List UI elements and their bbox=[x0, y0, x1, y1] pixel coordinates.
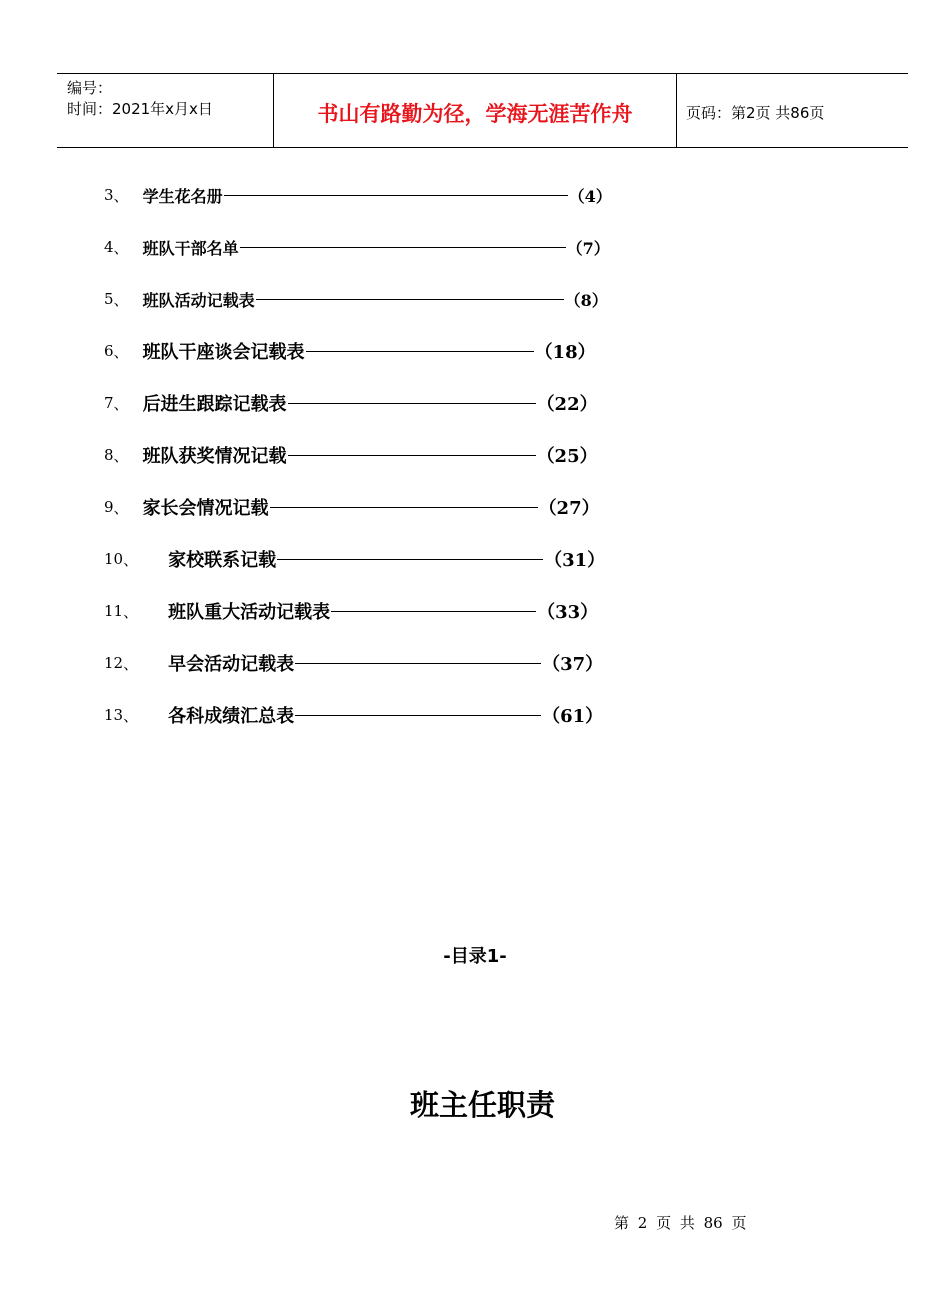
toc-title: 早会活动记载表 bbox=[168, 654, 295, 675]
toc-number: 8 bbox=[104, 446, 114, 464]
header-motto-cell bbox=[273, 74, 677, 147]
toc-page: （7） bbox=[566, 238, 610, 258]
toc-page: （8） bbox=[564, 290, 608, 310]
toc-separator: 、 bbox=[123, 602, 139, 621]
toc-page: （25） bbox=[536, 446, 598, 467]
toc-number: 5 bbox=[104, 290, 114, 308]
toc-leader bbox=[306, 351, 534, 352]
toc-separator: 、 bbox=[113, 446, 129, 465]
toc-title: 班队干部名单 bbox=[142, 238, 239, 258]
toc-separator: 、 bbox=[123, 706, 139, 725]
toc-leader bbox=[288, 403, 536, 404]
toc-title: 班队干座谈会记载表 bbox=[142, 342, 305, 363]
toc-entry bbox=[104, 546, 605, 572]
toc-page: （33） bbox=[537, 602, 599, 623]
toc-title: 班队重大活动记载表 bbox=[168, 602, 331, 623]
document-time: 时间：2021年x月x日 bbox=[67, 100, 213, 118]
toc-title: 家校联系记载 bbox=[168, 550, 277, 571]
toc-entry bbox=[104, 650, 603, 676]
toc-separator: 、 bbox=[123, 550, 139, 569]
toc-entry bbox=[104, 598, 598, 624]
toc-page: （18） bbox=[534, 342, 596, 363]
toc-leader bbox=[240, 247, 566, 248]
toc-entry bbox=[104, 442, 598, 468]
toc-leader bbox=[256, 299, 564, 300]
toc-page: （37） bbox=[542, 654, 604, 675]
toc-separator: 、 bbox=[113, 342, 129, 361]
toc-number: 10 bbox=[104, 550, 124, 568]
toc-number: 6 bbox=[104, 342, 114, 360]
toc-page: （4） bbox=[568, 186, 612, 206]
toc-title: 班队获奖情况记载 bbox=[142, 446, 287, 467]
toc-number: 3 bbox=[104, 186, 114, 204]
motto-text: 书山有路勤为径，学海无涯苦作舟 bbox=[317, 102, 633, 126]
toc-page: （61） bbox=[542, 706, 604, 727]
toc-leader bbox=[270, 507, 538, 508]
document-number: 编号： bbox=[67, 79, 113, 97]
toc-title: 家长会情况记载 bbox=[142, 498, 269, 519]
toc-leader bbox=[224, 195, 568, 196]
toc-entry bbox=[104, 286, 608, 312]
toc-separator: 、 bbox=[123, 654, 139, 673]
header-page-cell bbox=[676, 74, 908, 147]
header-page-info: 页码：第2页 共86页 bbox=[686, 104, 825, 122]
page-footer: 第 2 页 共 86 页 bbox=[614, 1214, 747, 1232]
header-info-cell bbox=[57, 74, 273, 147]
toc-title: 后进生跟踪记载表 bbox=[142, 394, 287, 415]
toc-entry bbox=[104, 338, 596, 364]
toc-separator: 、 bbox=[113, 238, 129, 257]
toc-leader bbox=[288, 455, 536, 456]
toc-leader bbox=[277, 559, 543, 560]
toc-entry bbox=[104, 234, 610, 260]
toc-entry bbox=[104, 182, 612, 208]
toc-entry bbox=[104, 494, 600, 520]
toc-entry bbox=[104, 702, 603, 728]
section-title: 班主任职责 bbox=[409, 1088, 555, 1122]
toc-number: 4 bbox=[104, 238, 114, 256]
toc-title: 学生花名册 bbox=[142, 186, 223, 206]
toc-page: （22） bbox=[536, 394, 598, 415]
toc-leader bbox=[295, 715, 541, 716]
toc-number: 11 bbox=[104, 602, 124, 620]
toc-leader bbox=[331, 611, 536, 612]
toc-title: 班队活动记载表 bbox=[142, 290, 255, 310]
toc-separator: 、 bbox=[113, 498, 129, 517]
toc-number: 7 bbox=[104, 394, 114, 412]
toc-number: 13 bbox=[104, 706, 124, 724]
toc-page: （27） bbox=[538, 498, 600, 519]
toc-separator: 、 bbox=[113, 290, 129, 309]
toc-title: 各科成绩汇总表 bbox=[168, 706, 295, 727]
toc-separator: 、 bbox=[113, 394, 129, 413]
toc-number: 12 bbox=[104, 654, 124, 672]
toc-leader bbox=[295, 663, 541, 664]
toc-entry bbox=[104, 390, 598, 416]
page-header bbox=[57, 73, 908, 148]
toc-caption: -目录1- bbox=[443, 946, 507, 967]
toc-page: （31） bbox=[544, 550, 606, 571]
toc-number: 9 bbox=[104, 498, 114, 516]
toc-separator: 、 bbox=[113, 186, 129, 205]
